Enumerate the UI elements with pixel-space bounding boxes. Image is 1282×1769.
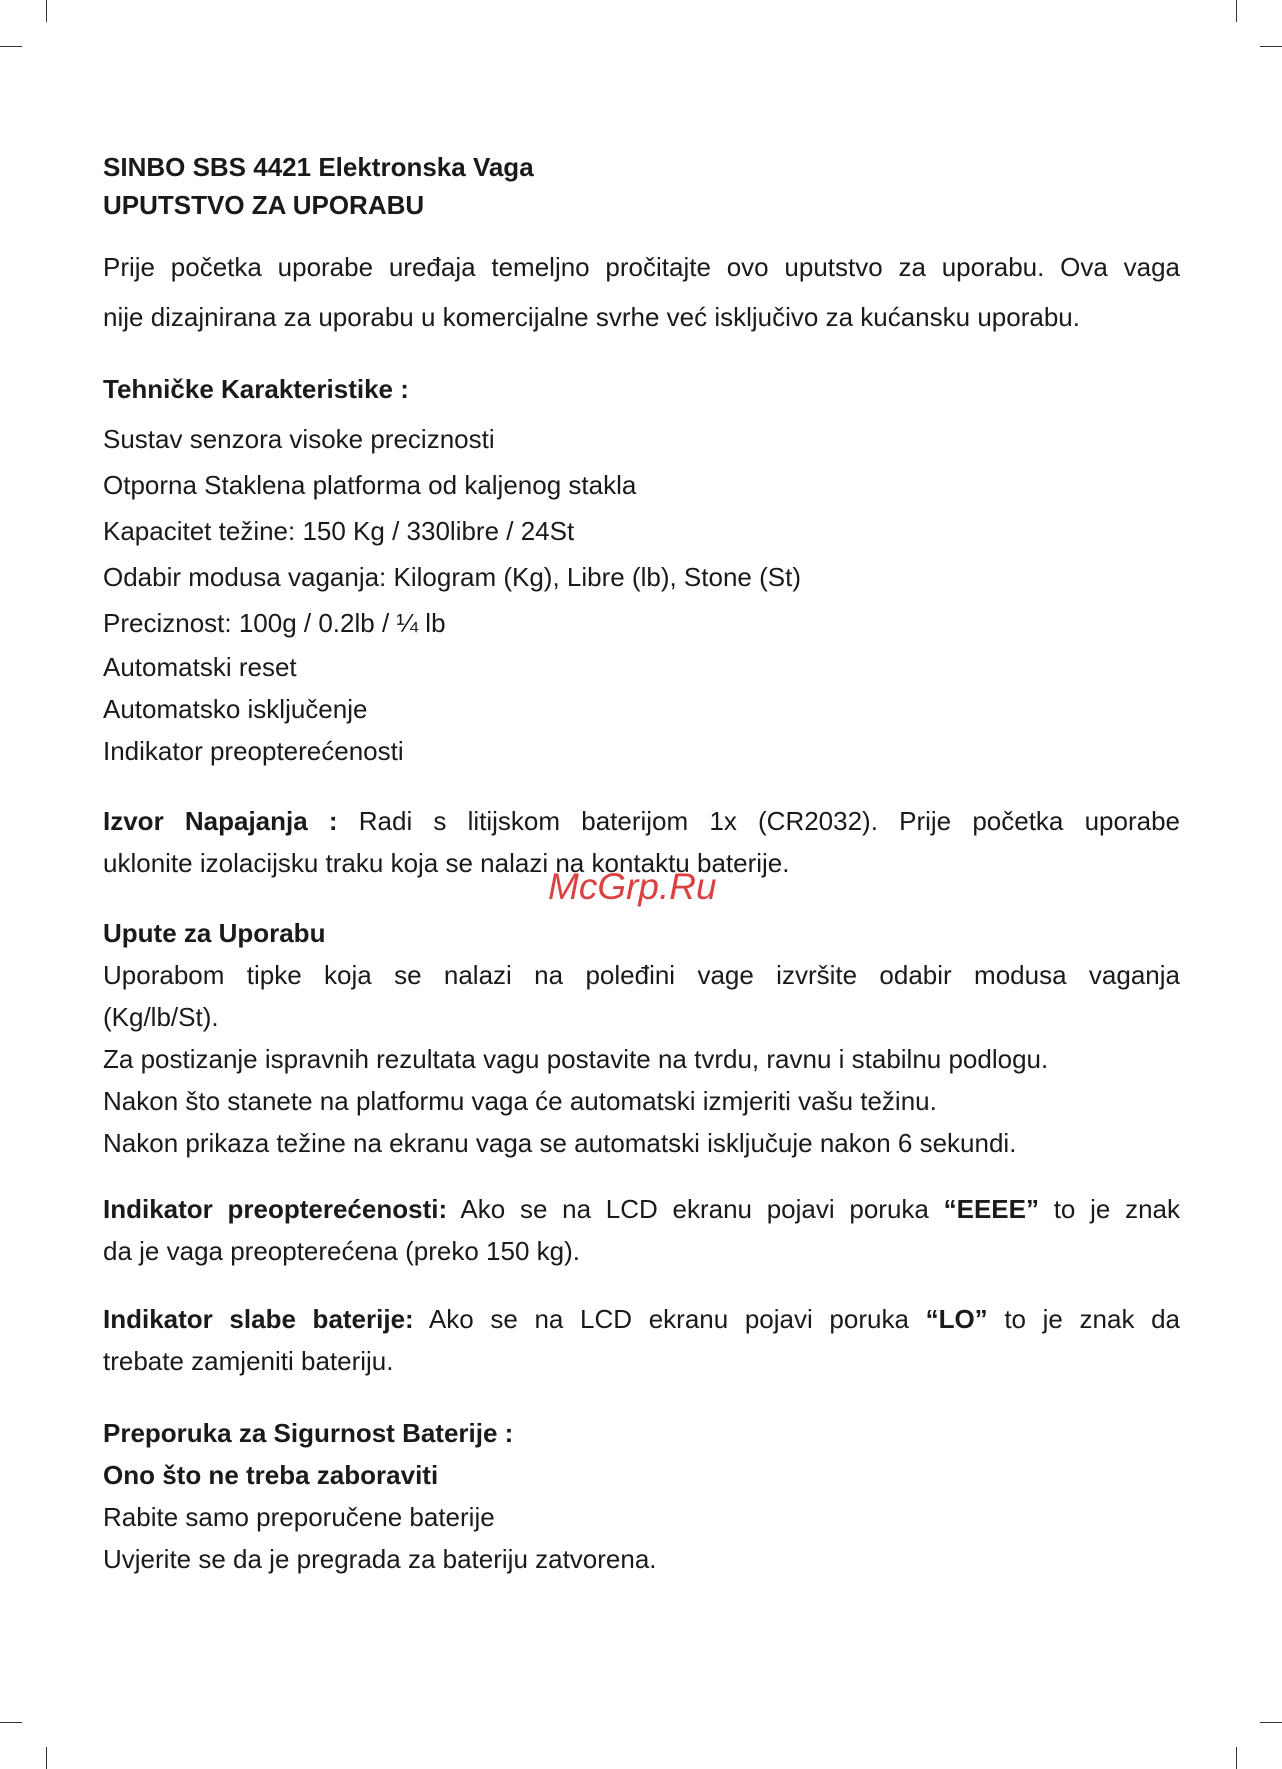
lowbat-label: Indikator slabe baterije: <box>103 1304 414 1334</box>
lowbat-line <box>103 1298 1180 1340</box>
usage-heading: Upute za Uporabu <box>103 918 326 948</box>
lowbat-text-end: to je znak da <box>987 1304 1181 1334</box>
intro-line: Prije početka uporabe uređaja temeljno pročitajte ovo uputstvo za uporabu. Ova vaga <box>103 252 1180 282</box>
usage-paragraph-1-cont: (Kg/lb/St). <box>103 1002 219 1032</box>
overload-section <box>103 1188 1180 1272</box>
list-item: Rabite samo preporučene baterije <box>103 1502 495 1532</box>
list-item: Preciznost: 100g / 0.2lb / ¼ lb <box>103 608 446 638</box>
overload-label: Indikator preopterećenosti: <box>103 1194 448 1224</box>
overload-code: “EEEE” <box>943 1194 1039 1224</box>
crop-mark <box>46 1747 47 1769</box>
overload-text-end: to je znak <box>1038 1194 1180 1224</box>
tech-list <box>103 416 1180 772</box>
lowbat-line-2: trebate zamjeniti bateriju. <box>103 1346 394 1376</box>
list-item: Odabir modusa vaganja: Kilogram (Kg), Libre (lb), Stone (St) <box>103 562 801 592</box>
crop-mark <box>46 0 47 22</box>
overload-line-2: da je vaga preopterećena (preko 150 kg). <box>103 1236 580 1266</box>
crop-mark <box>1260 46 1282 47</box>
lowbat-code: “LO” <box>925 1304 988 1334</box>
power-line <box>103 800 1180 842</box>
list-item: Kapacitet težine: 150 Kg / 330libre / 24St <box>103 516 575 546</box>
lowbat-text: Ako se na LCD ekranu pojavi poruka <box>413 1304 926 1334</box>
list-item: Sustav senzora visoke preciznosti <box>103 424 495 454</box>
watermark-text: McGrp.Ru <box>548 866 717 907</box>
list-item: Automatski reset <box>103 652 297 682</box>
document-subtitle: UPUTSTVO ZA UPORABU <box>103 190 425 220</box>
overload-line <box>103 1188 1180 1230</box>
usage-paragraph-4: Nakon prikaza težine na ekranu vaga se automatski isključuje nakon 6 sekundi. <box>103 1128 1017 1158</box>
list-item: Indikator preopterećenosti <box>103 736 404 766</box>
safety-subheading: Ono što ne treba zaboraviti <box>103 1460 439 1490</box>
safety-heading: Preporuka za Sigurnost Baterije : <box>103 1418 514 1448</box>
document-page <box>103 148 1180 1580</box>
crop-mark <box>1260 1722 1282 1723</box>
crop-mark <box>1236 0 1237 22</box>
power-line-2: uklonite izolacijsku traku koja se nalazi na kontaktu baterije. <box>103 848 790 878</box>
crop-mark <box>1236 1747 1237 1769</box>
intro-paragraph <box>103 242 1180 342</box>
lowbat-section <box>103 1298 1180 1382</box>
power-text: Radi s litijskom baterijom 1x (CR2032). Prije početka uporabe <box>358 806 1180 836</box>
crop-mark <box>0 46 22 47</box>
list-item: Automatsko isključenje <box>103 694 368 724</box>
power-label: Izvor Napajanja : <box>103 806 338 836</box>
crop-mark <box>0 1722 22 1723</box>
list-item: Uvjerite se da je pregrada za bateriju zatvorena. <box>103 1544 657 1574</box>
usage-paragraph-3: Nakon što stanete na platformu vaga će automatski izmjeriti vašu težinu. <box>103 1086 937 1116</box>
usage-paragraph-1: Uporabom tipke koja se nalazi na poleđini vage izvršite odabir modusa vaganja <box>103 960 1180 990</box>
list-item: Otporna Staklena platforma od kaljenog stakla <box>103 470 637 500</box>
tech-heading: Tehničke Karakteristike : <box>103 374 409 404</box>
document-title: SINBO SBS 4421 Elektronska Vaga <box>103 152 534 182</box>
usage-paragraph-2: Za postizanje ispravnih rezultata vagu postavite na tvrdu, ravnu i stabilnu podlogu. <box>103 1044 1049 1074</box>
intro-line: nije dizajnirana za uporabu u komercijalne svrhe već isključivo za kućansku uporabu. <box>103 302 1080 332</box>
overload-text: Ako se na LCD ekranu pojavi poruka <box>447 1194 944 1224</box>
